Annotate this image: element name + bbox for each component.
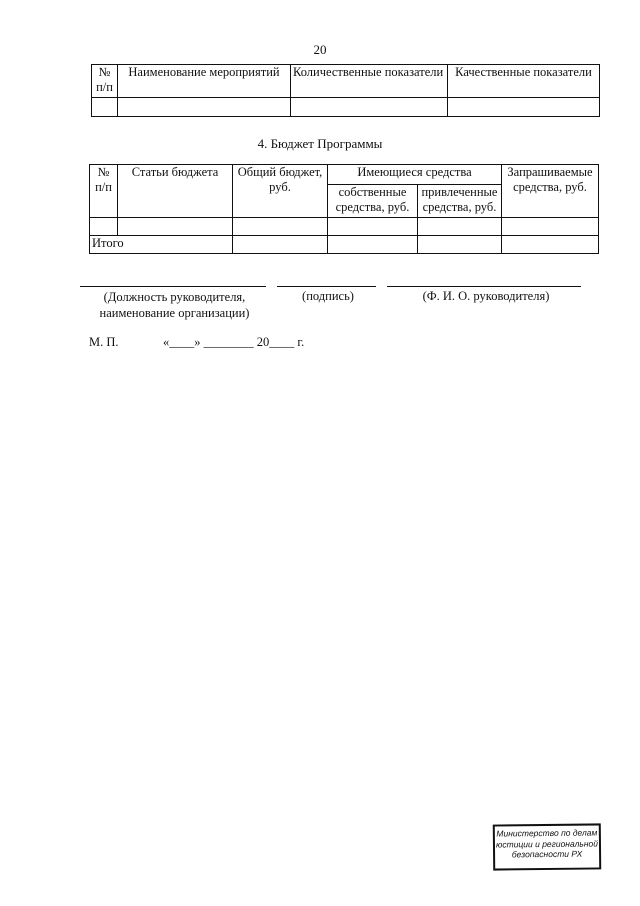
budget-header-items: Статьи бюджета: [118, 165, 233, 218]
cell: [448, 98, 600, 117]
page-number: 20: [313, 42, 327, 57]
table-row: [90, 218, 599, 236]
budget-header-attracted: привлеченные средства, руб.: [418, 185, 502, 218]
total-label: Итого: [90, 236, 233, 254]
table-row: [92, 98, 600, 117]
header-activities: Наименование мероприятий: [118, 65, 291, 98]
signature-label: (подпись): [302, 289, 354, 303]
cell: [118, 98, 291, 117]
cell: [502, 236, 599, 254]
header-quantitative: Количественные показатели: [291, 65, 448, 98]
total-row: [90, 236, 599, 254]
position-label: (Должность руководителя, наименование организации): [99, 290, 250, 320]
table-header-row: [92, 65, 600, 98]
section-title: 4. Бюджет Программы: [257, 136, 383, 151]
ministry-stamp: Министерство по делам юстиции и региональной безопасности РХ: [493, 823, 601, 870]
cell: [233, 218, 328, 236]
position-line: [80, 286, 266, 287]
cell: [92, 98, 118, 117]
budget-header-requested: Запрашиваемые средства, руб.: [502, 165, 599, 218]
budget-header-own: собственные средства, руб.: [328, 185, 418, 218]
activities-table: [91, 64, 600, 117]
name-line: [387, 286, 581, 287]
budget-header-available: Имеющиеся средства: [328, 165, 502, 185]
cell: [328, 218, 418, 236]
cell: [418, 236, 502, 254]
date-line: «____» ________ 20____ г.: [163, 335, 305, 349]
cell: [233, 236, 328, 254]
cell: [90, 218, 118, 236]
budget-table: [89, 164, 599, 254]
signature-line: [277, 286, 376, 287]
cell: [291, 98, 448, 117]
header-num: № п/п: [92, 65, 118, 98]
budget-header-total: Общий бюджет, руб.: [233, 165, 328, 218]
budget-header-num: № п/п: [90, 165, 118, 218]
stamp-place-label: М. П.: [89, 335, 119, 349]
name-label: (Ф. И. О. руководителя): [422, 289, 550, 303]
cell: [118, 218, 233, 236]
cell: [328, 236, 418, 254]
cell: [502, 218, 599, 236]
header-qualitative: Качественные показатели: [448, 65, 600, 98]
cell: [418, 218, 502, 236]
header-row-top: [90, 165, 599, 185]
